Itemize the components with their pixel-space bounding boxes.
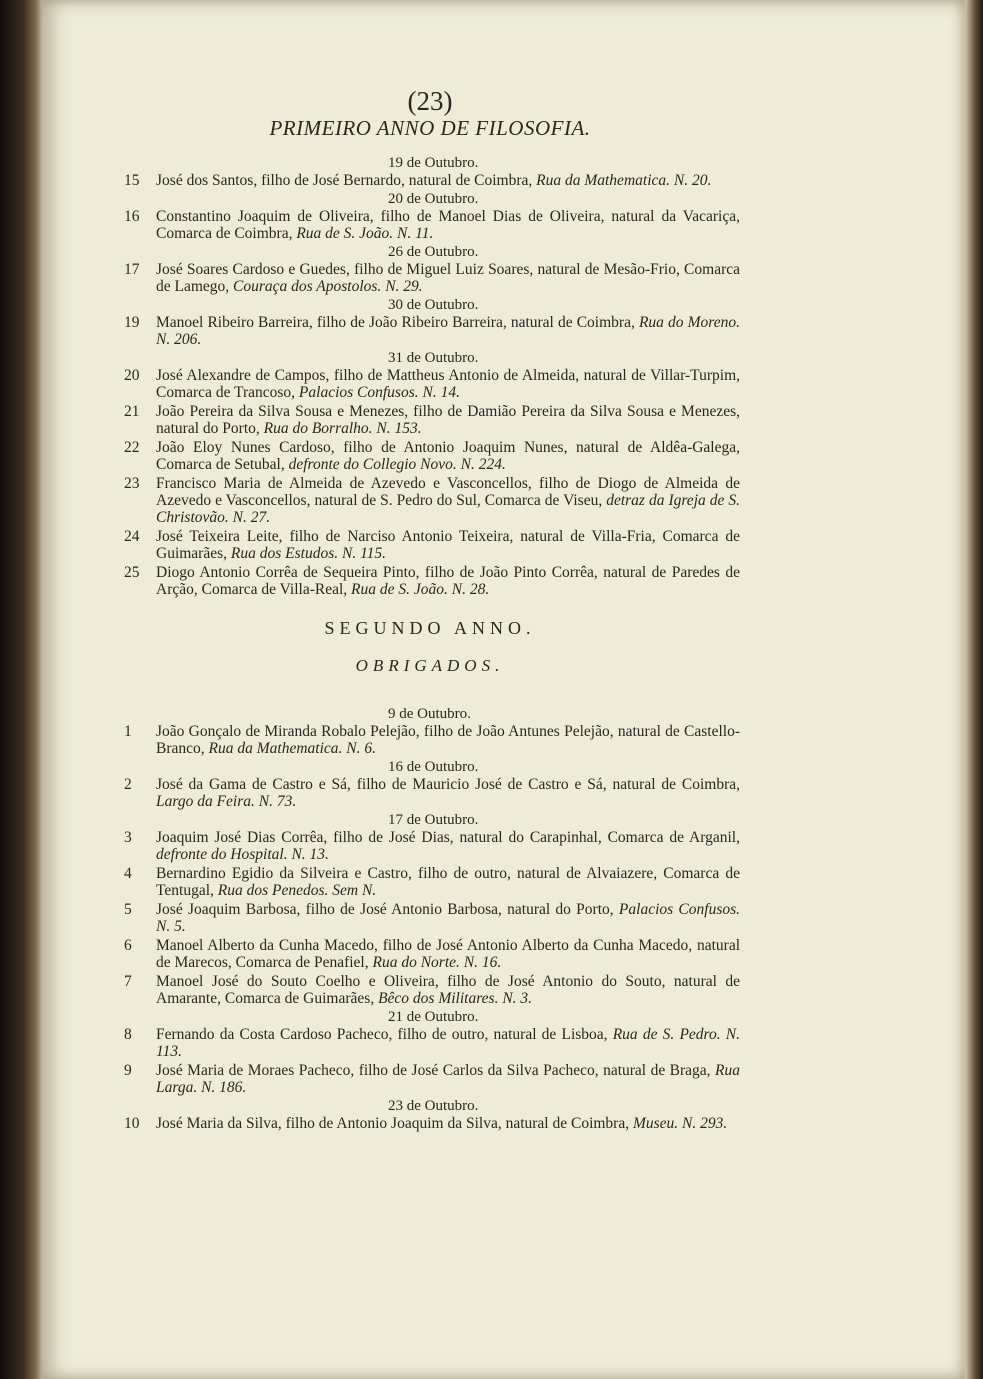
student-address: defronte do Hospital. N. 13. — [156, 846, 329, 863]
entry-text — [156, 776, 740, 810]
entry-row — [120, 937, 740, 971]
date-line: 30 de Outubro. — [388, 297, 479, 313]
entry-row — [120, 439, 740, 473]
entry-number: 7 — [124, 973, 132, 990]
entry-text — [156, 1062, 740, 1096]
entry-number: 5 — [124, 901, 132, 918]
student-description: José Maria de Moraes Pacheco, filho de José Carlos da Silva Pacheco, natural de Braga, — [156, 1062, 711, 1079]
second-year-list — [120, 706, 740, 1132]
student-address: Rua da Mathematica. N. 6. — [208, 740, 376, 757]
first-year-list — [120, 155, 740, 598]
entry-number: 20 — [124, 367, 140, 384]
entry-text — [156, 314, 740, 348]
date-line: 31 de Outubro. — [388, 350, 479, 366]
entry-text — [156, 937, 740, 971]
entry-text — [156, 172, 740, 189]
entry-row — [120, 261, 740, 295]
entry-row — [120, 475, 740, 526]
student-address: Rua do Norte. N. 16. — [372, 954, 502, 971]
student-description: João Eloy Nunes Cardoso, filho de Antonio Joaquim Nunes, natural de Aldêa-Galega, Comarca de Setubal, — [156, 439, 740, 473]
entry-text — [156, 403, 740, 437]
entry-number: 1 — [124, 723, 132, 740]
student-description: João Gonçalo de Miranda Robalo Pelejão, filho de João Antunes Pelejão, natural de Castello-Branco, — [156, 723, 740, 757]
entry-text — [156, 1115, 740, 1132]
student-address: Largo da Feira. N. 73. — [156, 793, 297, 810]
student-address: Rua de S. João. N. 28. — [351, 581, 490, 598]
student-address: Rua do Borralho. N. 153. — [263, 420, 422, 437]
entry-text — [156, 208, 740, 242]
entry-number: 4 — [124, 865, 132, 882]
section-title: SEGUNDO ANNO. — [324, 618, 536, 638]
page-heading: PRIMEIRO ANNO DE FILOSOFIA. — [269, 116, 591, 140]
entry-text — [156, 367, 740, 401]
student-description: Bernardino Egidio da Silveira e Castro, filho de outro, natural de Alvaiazere, Comarca de Tentugal, — [156, 865, 740, 899]
student-description: Manoel Alberto da Cunha Macedo, filho de José Antonio Alberto da Cunha Macedo, natural de Marecos, Comarca de Penafiel, — [156, 937, 740, 971]
entry-number: 15 — [124, 172, 140, 189]
student-description: José Alexandre de Campos, filho de Mattheus Antonio de Almeida, natural de Villar-Turpim, Comarca de Trancoso, — [156, 367, 740, 401]
entry-number: 6 — [124, 937, 132, 954]
date-line: 9 de Outubro. — [388, 706, 471, 722]
entry-text — [156, 829, 740, 863]
entry-number: 9 — [124, 1062, 132, 1079]
entry-number: 23 — [124, 475, 140, 492]
entry-row — [120, 172, 740, 189]
entry-number: 25 — [124, 564, 140, 581]
entry-text — [156, 723, 740, 757]
entry-row — [120, 865, 740, 899]
student-address: Rua dos Penedos. Sem N. — [217, 882, 377, 899]
page-content — [120, 84, 740, 1134]
student-description: Diogo Antonio Corrêa de Sequeira Pinto, filho de João Pinto Corrêa, natural de Paredes de Arção, Comarca de Villa-Real, — [156, 564, 740, 598]
book-gutter — [0, 0, 42, 1379]
entry-row — [120, 1026, 740, 1060]
entry-text — [156, 1026, 740, 1060]
entry-row — [120, 973, 740, 1007]
entry-number: 22 — [124, 439, 140, 456]
entry-number: 2 — [124, 776, 132, 793]
student-description: José Soares Cardoso e Guedes, filho de Miguel Luiz Soares, natural de Mesão-Frio, Comarca de Lamego, — [156, 261, 740, 295]
entry-text — [156, 865, 740, 899]
entry-number: 24 — [124, 528, 140, 545]
entry-row — [120, 829, 740, 863]
date-line: 19 de Outubro. — [388, 155, 479, 171]
date-line: 23 de Outubro. — [388, 1098, 479, 1114]
subsection-title: OBRIGADOS. — [355, 656, 505, 675]
entry-text — [156, 901, 740, 935]
page-number: (23) — [407, 86, 453, 116]
student-address: Rua da Mathematica. N. 20. — [536, 172, 712, 189]
date-line: 16 de Outubro. — [388, 759, 479, 775]
entry-number: 17 — [124, 261, 140, 278]
entry-text — [156, 528, 740, 562]
entry-row — [120, 564, 740, 598]
student-address: Rua de S. João. N. 11. — [296, 225, 434, 242]
student-address: Museu. N. 293. — [632, 1115, 728, 1132]
student-description: José Maria da Silva, filho de Antonio Joaquim da Silva, natural de Coimbra, — [156, 1115, 630, 1132]
entry-row — [120, 1062, 740, 1096]
student-description: José Teixeira Leite, filho de Narciso Antonio Teixeira, natural de Villa-Fria, Comarca de Guimarães, — [156, 528, 740, 562]
student-description: Constantino Joaquim de Oliveira, filho de Manoel Dias de Oliveira, natural da Vacariça, Comarca de Coimbra, — [156, 208, 740, 242]
entry-number: 3 — [124, 829, 132, 846]
student-address: Palacios Confusos. N. 14. — [298, 384, 460, 401]
student-address: Palacios Confusos. N. 5. — [156, 901, 741, 935]
student-address: defronte do Collegio Novo. N. 224. — [288, 456, 506, 473]
student-address: Bêco dos Militares. N. 3. — [378, 990, 533, 1007]
entry-text — [156, 564, 740, 598]
entry-row — [120, 208, 740, 242]
entry-row — [120, 1115, 740, 1132]
student-description: Francisco Maria de Almeida de Azevedo e Vasconcellos, filho de Diogo de Almeida de Azevedo e Vasconcellos, natural de S. Pedro do Sul, Comarca de Viseu, — [156, 475, 740, 509]
entry-row — [120, 314, 740, 348]
student-description: Manoel José do Souto Coelho e Oliveira, filho de José Antonio do Souto, natural de Amarante, Comarca de Guimarães, — [156, 973, 740, 1007]
entry-number: 10 — [124, 1115, 140, 1132]
student-description: Manoel Ribeiro Barreira, filho de João Ribeiro Barreira, natural de Coimbra, — [156, 314, 635, 331]
student-description: José Joaquim Barbosa, filho de José Antonio Barbosa, natural do Porto, — [156, 901, 614, 918]
date-line: 21 de Outubro. — [388, 1009, 479, 1025]
student-address: Rua do Moreno. N. 206. — [156, 314, 741, 348]
student-address: Couraça dos Apostolos. N. 29. — [233, 278, 423, 295]
entry-row — [120, 776, 740, 810]
entry-number: 8 — [124, 1026, 132, 1043]
entry-row — [120, 367, 740, 401]
student-address: Rua dos Estudos. N. 115. — [230, 545, 387, 562]
entry-row — [120, 901, 740, 935]
student-address: Rua Larga. N. 186. — [156, 1062, 741, 1096]
date-line: 20 de Outubro. — [388, 191, 479, 207]
student-description: José dos Santos, filho de José Bernardo, natural de Coimbra, — [156, 172, 533, 189]
student-address: detraz da Igreja de S. Christovão. N. 27. — [156, 492, 740, 526]
entry-row — [120, 528, 740, 562]
entry-text — [156, 973, 740, 1007]
student-address: Rua de S. Pedro. N. 113. — [156, 1026, 741, 1060]
entry-number: 19 — [124, 314, 140, 331]
entry-row — [120, 403, 740, 437]
date-line: 26 de Outubro. — [388, 244, 479, 260]
page-edge — [965, 0, 983, 1379]
entry-row — [120, 723, 740, 757]
entry-number: 21 — [124, 403, 140, 420]
date-line: 17 de Outubro. — [388, 812, 479, 828]
student-description: João Pereira da Silva Sousa e Menezes, filho de Damião Pereira da Silva Sousa e Menezes, natural do Porto, — [156, 403, 740, 437]
student-description: Fernando da Costa Cardoso Pacheco, filho de outro, natural de Lisboa, — [156, 1026, 608, 1043]
entry-text — [156, 475, 740, 526]
student-description: José da Gama de Castro e Sá, filho de Mauricio José de Castro e Sá, natural de Coimbra, — [156, 776, 740, 793]
entry-text — [156, 261, 740, 295]
entry-number: 16 — [124, 208, 140, 225]
entry-text — [156, 439, 740, 473]
student-description: Joaquim José Dias Corrêa, filho de José Dias, natural do Carapinhal, Comarca de Arganil, — [156, 829, 740, 846]
